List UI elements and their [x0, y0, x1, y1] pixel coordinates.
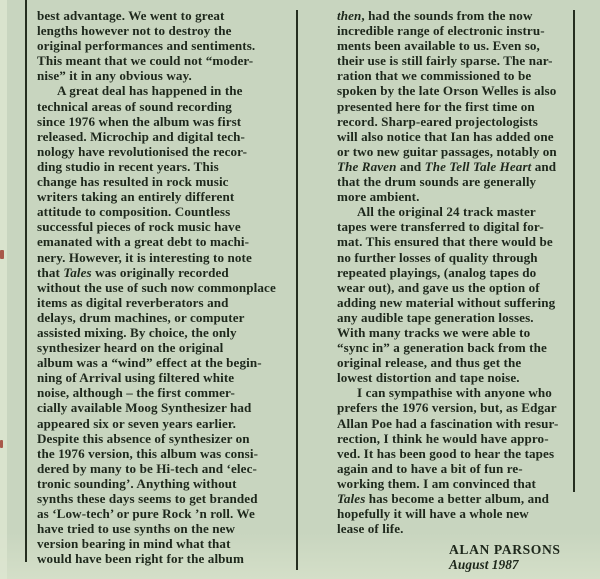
text-line: appeared six or seven years earlier. [37, 415, 237, 431]
text-line: ments been available to us. Even so, [337, 38, 540, 54]
text-line: Despite this absence of synthesizer on [37, 430, 250, 446]
text-line: I can sympathise with anyone who [357, 385, 552, 401]
text-line: ved. It has been good to hear the tapes [337, 445, 555, 461]
text-line: more ambient. [337, 189, 420, 205]
scan-artifact-speck [0, 440, 3, 448]
text-line: lengths however not to destroy the [37, 23, 232, 39]
text-line: The Raven and The Tell Tale Heart and [337, 158, 557, 174]
text-line: album was a “wind” effect at the begin- [37, 355, 262, 371]
text-line: nery. However, it is interesting to note [37, 249, 252, 265]
left-text-column [37, 8, 287, 566]
text-line: adding new material without suffering [337, 294, 556, 310]
text-line: rection, I think he would have appro- [337, 430, 549, 446]
text-line: then, had the sounds from the now [337, 8, 533, 23]
text-line: delays, drum machines, or computer [37, 309, 245, 325]
text-line: original release, and thus get the [337, 355, 522, 371]
text-line: nology have revolutionised the recor- [37, 143, 248, 159]
text-line: wear out), and gave us the option of [337, 279, 540, 295]
text-line: the 1976 version, this album was consi- [37, 445, 259, 461]
text-line: assisted mixing. By choice, the only [37, 324, 237, 340]
text-line: incredible range of electronic instru- [337, 23, 545, 39]
text-line: prefers the 1976 version, but, as Edgar [337, 400, 557, 416]
text-line: nise” it in any obvious way. [37, 68, 192, 84]
text-line: no further losses of quality through [337, 249, 538, 265]
text-line: items as digital reverberators and [37, 294, 229, 310]
text-line: This meant that we could not “moder- [37, 53, 254, 69]
author-signature: ALAN PARSONS [449, 542, 561, 558]
text-line: change has resulted in rock music [37, 174, 229, 190]
text-line: successful pieces of rock music have [37, 219, 241, 235]
right-column-lines [337, 8, 573, 536]
text-line: working them. I am convinced that [337, 475, 536, 491]
text-line: lowest distortion and tape noise. [337, 370, 520, 386]
text-line: without the use of such now commonplace [37, 279, 276, 295]
signature-date: August 1987 [449, 557, 519, 573]
text-line: ding studio in recent years. This [37, 158, 219, 174]
text-line: or two new guitar passages, notably on [337, 143, 557, 159]
text-line: “sync in” a generation back from the [337, 340, 547, 356]
scan-artifact-speck [0, 250, 4, 259]
text-line: have tried to use synths on the new [37, 521, 236, 537]
text-line: dered by many to be Hi-tech and ‘elec- [37, 460, 257, 476]
text-line: as ‘Low-tech’ or pure Rock ’n roll. We [37, 506, 255, 522]
text-line: cially available Moog Synthesizer had [37, 400, 252, 416]
center-column-rule [296, 10, 298, 570]
text-line: synthesizer heard on the original [37, 340, 224, 356]
text-line: original performances and sentiments. [37, 38, 256, 54]
text-line: best advantage. We went to great [37, 8, 225, 23]
text-line: Allan Poe had a fascination with resur- [337, 415, 559, 431]
right-page-rule [573, 10, 575, 492]
text-line: will also notice that Ian has added one [337, 128, 554, 144]
text-line: Tales has become a better album, and [337, 491, 550, 506]
text-line: would have been right for the album [37, 551, 244, 567]
text-line: mat. This ensured that there would be [337, 234, 553, 250]
text-line: repeated playings, (analog tapes do [337, 264, 537, 280]
text-line: hopefully it will have a whole new [337, 506, 529, 522]
text-line: A great deal has happened in the [57, 83, 243, 99]
text-line: again and to have a bit of fun re- [337, 460, 523, 476]
text-line: All the original 24 track master [357, 204, 536, 220]
left-page-rule [25, 0, 27, 562]
text-line: that the drum sounds are generally [337, 174, 537, 190]
text-line: With many tracks we were able to [337, 324, 531, 340]
text-line: lease of life. [337, 521, 404, 537]
text-line: presented here for the first time on [337, 98, 535, 114]
text-line: ration that we commissioned to be [337, 68, 532, 84]
text-line: version bearing in mind what that [37, 536, 231, 552]
text-line: record. Sharp-eared projectologists [337, 113, 538, 129]
text-line: noise, although – the first commer- [37, 385, 235, 401]
text-line: any audible tape generation losses. [337, 309, 534, 325]
text-line: that Tales was originally recorded [37, 264, 229, 280]
text-line: emanated with a great debt to machi- [37, 234, 250, 250]
text-line: writers taking an entirely different [37, 189, 235, 205]
scan-edge-strip [0, 0, 7, 579]
text-line: ning of Arrival using filtered white [37, 370, 235, 386]
text-line: released. Microchip and digital tech- [37, 128, 245, 144]
right-text-column [337, 8, 573, 572]
text-line: tapes were transferred to digital for- [337, 219, 544, 235]
text-line: since 1976 when the album was first [37, 113, 242, 129]
signature-block [449, 542, 573, 572]
text-line: synths these days seems to get branded [37, 491, 258, 506]
text-line: spoken by the late Orson Welles is also [337, 83, 557, 99]
text-line: tronic sounding’. Anything without [37, 475, 237, 491]
text-line: their use is still fairly sparse. The nar- [337, 53, 553, 69]
text-line: technical areas of sound recording [37, 98, 232, 114]
text-line: attitude to composition. Countless [37, 204, 231, 220]
